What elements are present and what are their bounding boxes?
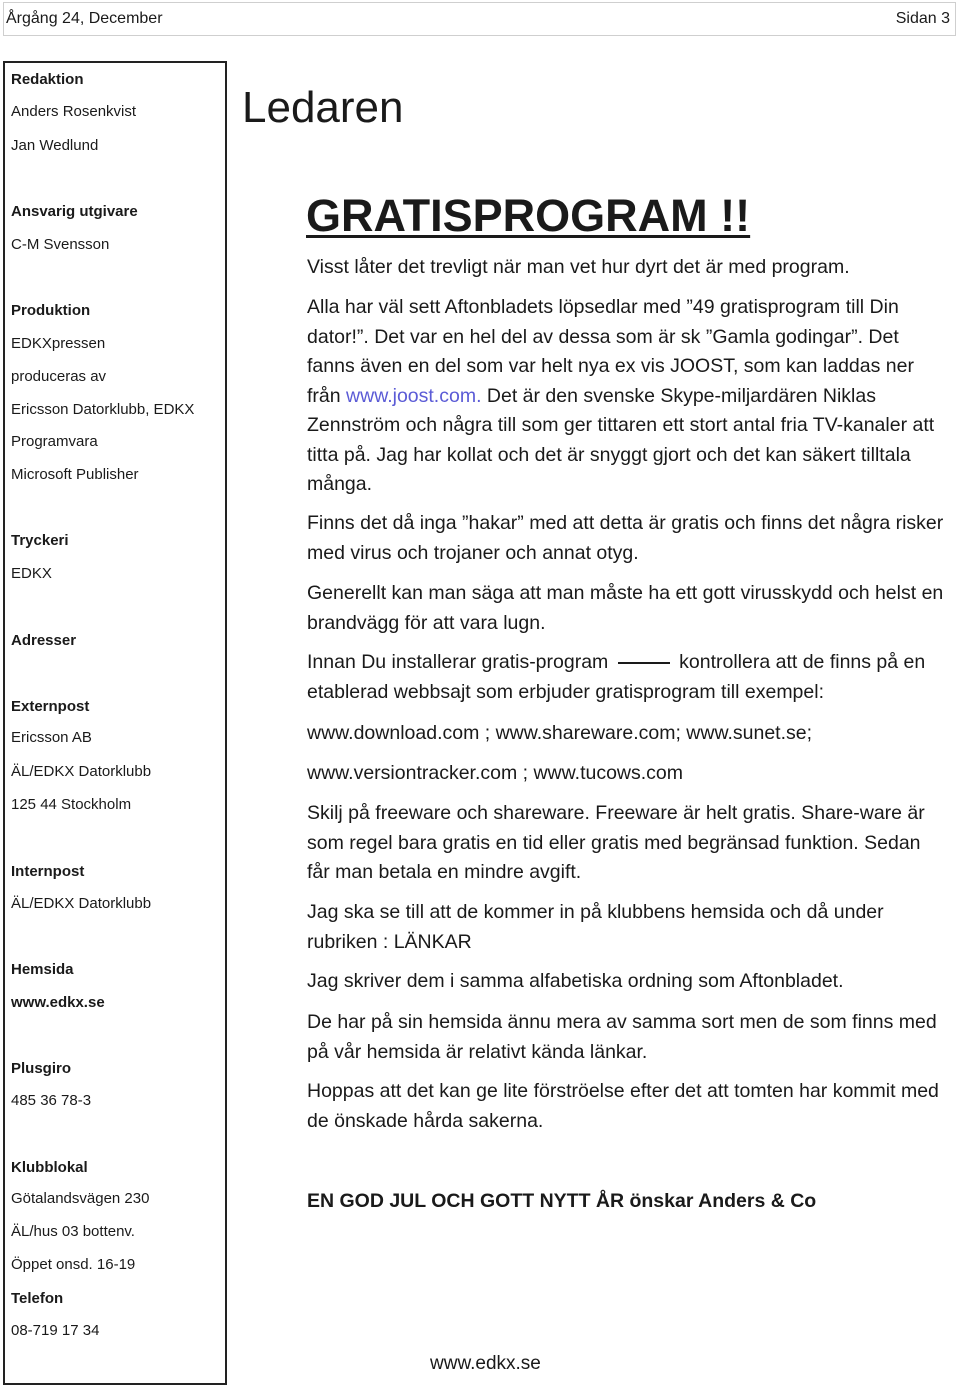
paragraph-5-text-a: Innan Du installerar gratis-program (307, 651, 609, 673)
paragraph-11: De har på sin hemsida ännu mera av samma sort men de som finns med på vår hemsida är relativt kända länkar. (307, 1011, 937, 1063)
paragraph-2 (307, 293, 947, 500)
paragraph-10: Jag skriver dem i samma alfabetiska ordning som Aftonbladet. (307, 970, 844, 992)
redaktion-heading: Redaktion (11, 71, 84, 88)
paragraph-9: Jag ska se till att de kommer in på klubbens hemsida och då under rubriken : LÄNKAR (307, 901, 884, 953)
klubblokal-line-3: Öppet onsd. 16-19 (11, 1256, 136, 1273)
redaktion-name-1: Anders Rosenkvist (11, 103, 137, 120)
externpost-line-2: ÄL/EDKX Datorklubb (11, 763, 152, 780)
redaktion-name-2: Jan Wedlund (11, 137, 99, 154)
links-line-2: www.versiontracker.com ; www.tucows.com (307, 762, 684, 784)
joost-link[interactable]: www.joost.com. (346, 384, 482, 407)
telefon-number: 08-719 17 34 (11, 1322, 100, 1339)
ansvarig-heading: Ansvarig utgivare (11, 203, 138, 220)
hemsida-link[interactable]: www.edkx.se (11, 994, 105, 1011)
telefon-heading: Telefon (11, 1290, 64, 1307)
masthead-sidebar (3, 61, 227, 1385)
tryckeri-heading: Tryckeri (11, 532, 69, 549)
issue-label: Årgång 24, December (6, 10, 163, 27)
produktion-line-4: Programvara (11, 433, 98, 450)
ansvarig-name: C-M Svensson (11, 236, 110, 253)
plusgiro-number: 485 36 78-3 (11, 1092, 92, 1109)
paragraph-2-text-b: Det är den svenske Skype-miljardären Niklas Zennström och några till som ger tittaren ett stort antal fria TV-kanaler att titta på. Jag har kollat och det är snyggt gjort och det kan säkert tilltala många. (307, 384, 935, 495)
paragraph-5 (307, 648, 947, 707)
externpost-line-1: Ericsson AB (11, 729, 92, 746)
links-line-1: www.download.com ; www.shareware.com; www.sunet.se; (307, 722, 813, 744)
closing-greeting: EN GOD JUL OCH GOTT NYTT ÅR önskar Anders & Co (307, 1190, 817, 1212)
klubblokal-heading: Klubblokal (11, 1159, 88, 1176)
externpost-heading: Externpost (11, 698, 90, 715)
hemsida-heading: Hemsida (11, 961, 74, 978)
paragraph-5-text-b: kontrollera att de finns på en etablerad webbsajt som erbjuder gratisprogram till exempel: (307, 651, 926, 703)
internpost-line: ÄL/EDKX Datorklubb (11, 895, 152, 912)
paragraph-12: Hoppas att det kan ge lite förströelse efter det att tomten har kommit med de önskade hårda sakerna. (307, 1080, 939, 1132)
plusgiro-heading: Plusgiro (11, 1060, 72, 1077)
em-dash (618, 662, 670, 664)
paragraph-3: Finns det då inga ”hakar” med att detta är gratis och finns det några risker med virus och trojaner och annat otyg. (307, 512, 944, 564)
produktion-line-3: Ericsson Datorklubb, EDKX (11, 401, 195, 418)
footer-url[interactable]: www.edkx.se (430, 1353, 541, 1374)
paragraph-1: Visst låter det trevligt när man vet hur dyrt det är med program. (307, 256, 850, 278)
internpost-heading: Internpost (11, 863, 85, 880)
page-number: Sidan 3 (895, 10, 950, 27)
tryckeri-line: EDKX (11, 565, 52, 582)
article-headline: GRATISPROGRAM !! (306, 190, 751, 241)
section-title: Ledaren (242, 83, 404, 132)
adresser-heading: Adresser (11, 632, 77, 649)
paragraph-4: Generellt kan man säga att man måste ha ett gott virusskydd och helst en brandvägg för att vara lugn. (307, 582, 944, 634)
produktion-line-1: EDKXpressen (11, 335, 106, 352)
paragraph-8: Skilj på freeware och shareware. Freeware är helt gratis. Share-ware är som regel bara gratis en tid eller gratis med begränsad funktion. Sedan får man betala en mindre avgift. (307, 802, 925, 883)
paragraph-2-text-a: Alla har väl sett Aftonbladets löpsedlar med ”49 gratisprogram till Din dator!”. Det var en hel del av dessa som är sk ”Gamla godingar”. Det fanns även en del som var helt nya ex vis JOOST, som kan laddas ner från (307, 296, 914, 407)
klubblokal-line-1: Götalandsvägen 230 (11, 1190, 150, 1207)
klubblokal-line-2: ÄL/hus 03 bottenv. (11, 1223, 135, 1240)
produktion-line-2: produceras av (11, 368, 107, 385)
externpost-line-3: 125 44 Stockholm (11, 796, 132, 813)
produktion-heading: Produktion (11, 302, 91, 319)
produktion-line-5: Microsoft Publisher (11, 466, 139, 483)
